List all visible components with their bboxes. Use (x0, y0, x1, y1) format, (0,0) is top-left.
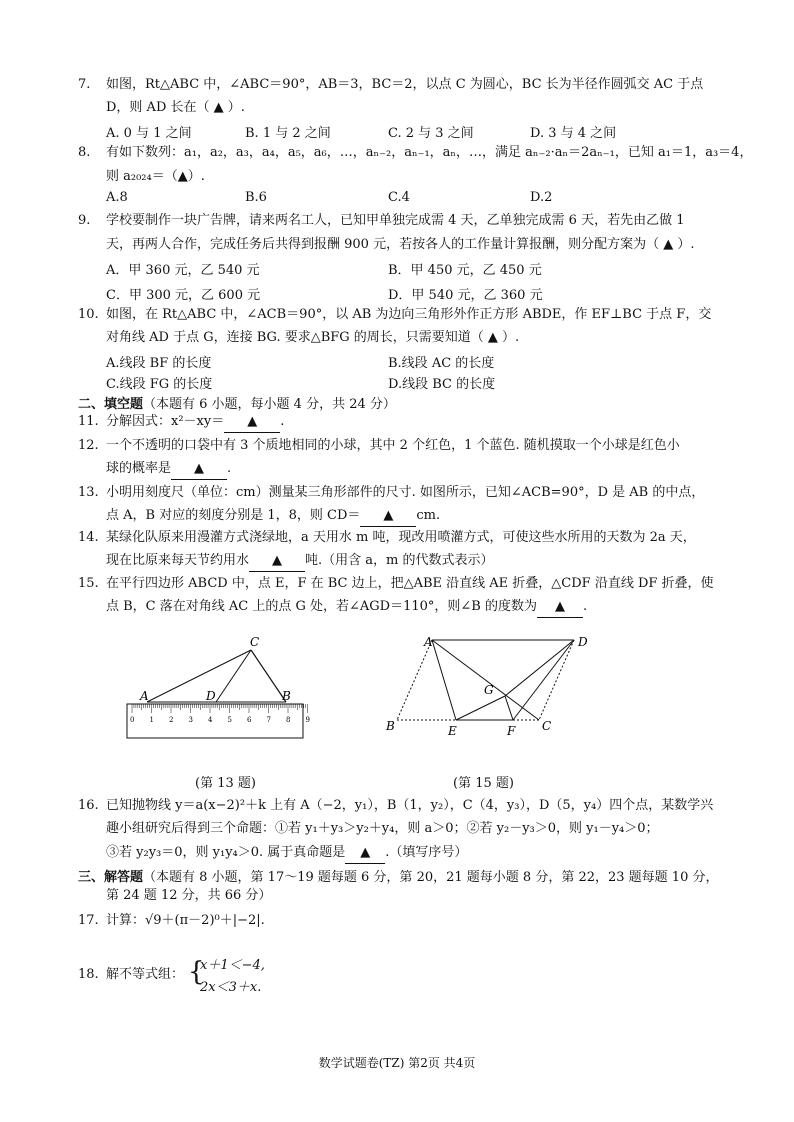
q8-option-d: D.2 (530, 190, 553, 205)
q14-line1: 某绿化队原来用漫灌方式浇绿地，a 天用水 m 吨，现改用喷灌方式，可使这些水所用的天数为 2a 天， (106, 530, 696, 545)
ruler-number-8: 8 (286, 716, 291, 724)
q18-equation-2: 2x＜3＋x. (200, 980, 262, 995)
q13-answer-blank[interactable]: ▲ (360, 506, 416, 527)
q7-line1: 如图，Rt△ABC 中，∠ABC＝90°，AB＝3，BC＝2，以点 C 为圆心，BC 长为半径作圆弧交 AC 于点 (106, 77, 704, 92)
fig15-label-b: B (386, 719, 395, 733)
fig13-label-a: A (140, 689, 149, 703)
page-footer: 数学试题卷(TZ) 第2页 共4页 (318, 1056, 476, 1070)
fig15-label-d: D (578, 635, 588, 649)
q17-text: 计算：√9＋(π－2)⁰＋|−2|. (106, 913, 265, 928)
section-solutions-desc-cont: 第 24 题 12 分，共 66 分） (106, 888, 272, 903)
q9-number: 9. (78, 213, 91, 228)
ruler-number-4: 4 (208, 716, 213, 724)
q15-answer-blank[interactable]: ▲ (537, 597, 583, 618)
q15-number: 15. (78, 576, 99, 591)
ruler-number-0: 0 (130, 716, 135, 724)
q8-line1: 有如下数列：a₁，a₂，a₃，a₄，a₅，a₆，…，aₙ₋₂，aₙ₋₁，aₙ，…，满足 aₙ₋₂·aₙ＝2aₙ₋₁，已知 a₁＝1，a₃＝4， (106, 145, 753, 160)
q8-line2: 则 a₂₀₂₄＝（▲）. (106, 169, 205, 184)
ruler-number-2: 2 (169, 716, 174, 724)
ruler-number-6: 6 (247, 716, 252, 724)
q12-number: 12. (78, 438, 99, 453)
q7-option-b: B. 1 与 2 之间 (245, 126, 331, 141)
q12-line2: 球的概率是 ▲ . (106, 459, 231, 480)
section-solutions-title: 三、解答题（本题有 8 小题，第 17～19 题每题 6 分，第 20，21 题每小题 8 分，第 22，23 题每题 10 分， (78, 870, 719, 885)
q9-option-b: B．甲 450 元，乙 450 元 (388, 263, 542, 278)
ruler-number-7: 7 (266, 716, 271, 724)
ruler-number-3: 3 (188, 716, 193, 724)
ruler-number-5: 5 (227, 716, 232, 724)
q10-line1: 如图，在 Rt△ABC 中，∠ACB＝90°，以 AB 为边向三角形外作正方形 ABDE，作 EF⊥BC 于点 F，交 (106, 307, 712, 322)
q16-answer-blank[interactable]: ▲ (345, 843, 385, 864)
fig15-label-e: E (448, 724, 457, 738)
q9-line1: 学校要制作一块广告牌，请来两名工人，已知甲单独完成需 4 天，乙单独完成需 6 天，若先由乙做 1 (106, 213, 685, 228)
fig13-label-c: C (250, 635, 260, 649)
figure-15-parallelogram (380, 630, 595, 745)
q13-line2: 点 A，B 对应的刻度分别是 1，8，则 CD＝ ▲ cm. (106, 506, 440, 527)
ruler-number-1: 1 (149, 716, 154, 724)
q10-option-d: D.线段 BC 的长度 (388, 377, 496, 392)
fig15-label-g: G (484, 683, 494, 697)
figure-15-caption: (第 15 题) (453, 776, 514, 791)
q7-line2: D，则 AD 长在（ ▲ ）. (106, 100, 245, 115)
figure-13-caption: (第 13 题) (195, 776, 256, 791)
q7-option-c: C. 2 与 3 之间 (388, 126, 474, 141)
q9-option-d: D．甲 540 元，乙 360 元 (388, 288, 543, 303)
q7-option-a: A. 0 与 1 之间 (106, 126, 192, 141)
q13-line1: 小明用刻度尺（单位：cm）测量某三角形部件的尺寸. 如图所示，已知∠ACB=90°，D 是 AB 的中点， (106, 485, 705, 500)
fig13-label-d: D (206, 689, 216, 703)
fig13-label-b: B (282, 689, 291, 703)
q8-option-b: B.6 (245, 190, 267, 205)
figure-13-ruler-triangle (120, 632, 310, 742)
q10-option-c: C.线段 FG 的长度 (106, 377, 213, 392)
q9-line2: 天，再两人合作，完成任务后共得到报酬 900 元，若按各人的工作量计算报酬，则分配方案为（ ▲ ）. (106, 237, 695, 252)
q16-line2: 趣小组研究后得到三个命题：①若 y₁＋y₃＞y₂＋y₄，则 a＞0；②若 y₂－y₃＞0，则 y₁－y₄＞0； (106, 821, 659, 836)
q14-line2: 现在比原来每天节约用水 ▲ 吨.（用含 a，m 的代数式表示） (106, 551, 494, 572)
q18-text: 解不等式组： (106, 967, 185, 982)
q18-equation-1: x＋1＜−4, (200, 958, 265, 973)
q15-line1: 在平行四边形 ABCD 中，点 E，F 在 BC 边上，把△ABE 沿直线 AE 折叠，△CDF 沿直线 DF 折叠，使 (106, 576, 714, 591)
q14-answer-blank[interactable]: ▲ (249, 551, 305, 572)
q8-number: 8. (78, 145, 91, 160)
q10-option-a: A.线段 BF 的长度 (106, 356, 212, 371)
q16-line1: 已知抛物线 y＝a(x−2)²＋k 上有 A（−2，y₁），B（1，y₂），C（4，y₃），D（5，y₄）四个点，某数学兴 (106, 798, 714, 813)
q10-number: 10. (78, 307, 99, 322)
fig15-label-a: A (424, 635, 433, 649)
q9-option-c: C．甲 300 元，乙 600 元 (106, 288, 261, 303)
fig15-label-c: C (542, 719, 552, 733)
q12-line1: 一个不透明的口袋中有 3 个质地相同的小球，其中 2 个红色，1 个蓝色. 随机摸取一个小球是红色小 (106, 438, 680, 453)
q18-number: 18. (78, 967, 99, 982)
q14-number: 14. (78, 530, 99, 545)
q10-option-b: B.线段 AC 的长度 (388, 356, 495, 371)
q15-line2: 点 B，C 落在对角线 AC 上的点 G 处，若∠AGD＝110°，则∠B 的度数为 ▲ . (106, 597, 587, 618)
q13-number: 13. (78, 485, 99, 500)
section-fill-in-title: 二、填空题（本题有 6 小题，每小题 4 分，共 24 分） (78, 397, 396, 412)
q18-brace: { (188, 957, 205, 987)
q11-number: 11. (78, 414, 99, 429)
q16-number: 16. (78, 798, 99, 813)
q10-line2: 对角线 AD 于点 G，连接 BG. 要求△BFG 的周长，只需要知道（ ▲ ）. (106, 330, 520, 345)
q8-option-a: A.8 (106, 190, 128, 205)
q11-text: 分解因式：x²－xy＝ ▲ . (106, 412, 284, 433)
q7-number: 7. (78, 77, 91, 92)
q7-option-d: D. 3 与 4 之间 (530, 126, 617, 141)
ruler-number-9: 9 (305, 716, 310, 724)
q8-option-c: C.4 (388, 190, 410, 205)
fig15-label-f: F (507, 724, 516, 738)
q12-answer-blank[interactable]: ▲ (171, 459, 227, 480)
q11-answer-blank[interactable]: ▲ (224, 412, 280, 433)
q17-number: 17. (78, 913, 99, 928)
q16-line3: ③若 y₂y₃＝0，则 y₁y₄＞0. 属于真命题是 ▲ .（填写序号） (106, 843, 467, 864)
q9-option-a: A．甲 360 元，乙 540 元 (106, 263, 260, 278)
